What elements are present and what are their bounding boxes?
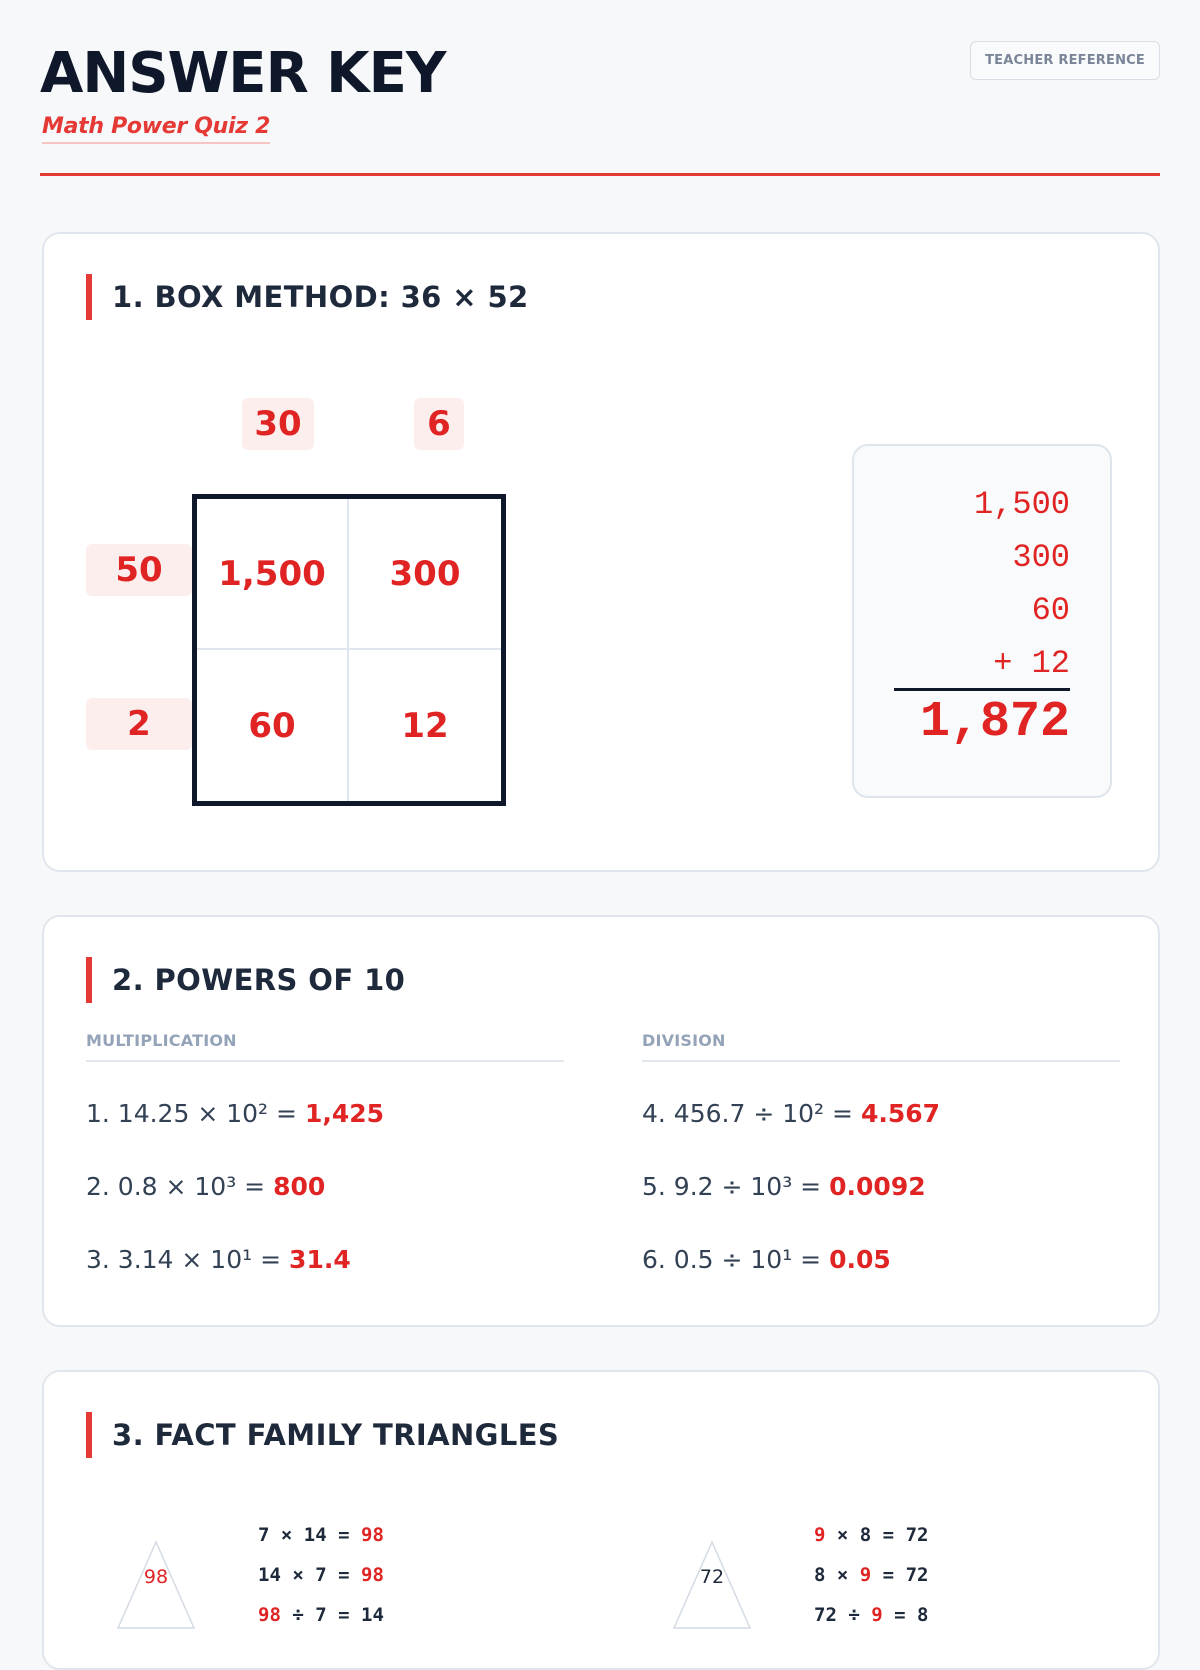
fact-num: 72 <box>905 1524 929 1546</box>
page-subtitle: Math Power Quiz 2 <box>42 112 270 144</box>
fact-op: ÷ <box>280 1604 316 1626</box>
fact-family-card <box>42 1370 1160 1670</box>
fact-equation <box>258 1604 384 1626</box>
partial-product: 1,500 <box>973 486 1070 523</box>
section-title: 2. POWERS OF 10 <box>86 957 405 1003</box>
problem-row <box>86 1172 325 1201</box>
product-total: 1,872 <box>919 694 1070 751</box>
problem-answer: 31.4 <box>289 1245 351 1274</box>
box-method-card <box>42 232 1160 872</box>
fact-num: 8 <box>917 1604 929 1626</box>
teacher-reference-badge: TEACHER REFERENCE <box>970 41 1160 80</box>
fact-num: 14 <box>303 1524 327 1546</box>
problem-answer: 800 <box>273 1172 326 1201</box>
page-header <box>40 40 1160 178</box>
problem-row <box>642 1172 926 1201</box>
fact-op: = <box>871 1524 906 1546</box>
fact-num: 14 <box>258 1564 281 1586</box>
problem-text: 6. 0.5 ÷ 10¹ = <box>642 1245 822 1274</box>
fact-op: × <box>269 1524 304 1546</box>
fact-num: 7 <box>258 1524 270 1546</box>
fact-answer: 98 <box>258 1604 281 1626</box>
fact-op: × <box>825 1564 860 1586</box>
grid-cell: 12 <box>401 705 449 746</box>
powers-of-ten-card <box>42 915 1160 1327</box>
problem-text: 2. 0.8 × 10³ = <box>86 1172 266 1201</box>
fact-op: = <box>326 1564 361 1586</box>
grid-cell: 60 <box>197 650 349 801</box>
division-heading: DIVISION <box>642 1031 1120 1062</box>
fact-answer: 9 <box>814 1524 826 1546</box>
fact-equation <box>814 1524 928 1546</box>
fact-op: × <box>280 1564 316 1586</box>
problem-answer: 0.0092 <box>829 1172 926 1201</box>
problem-text: 3. 3.14 × 10¹ = <box>86 1245 282 1274</box>
problem-text: 5. 9.2 ÷ 10³ = <box>642 1172 822 1201</box>
fact-num: 8 <box>814 1564 826 1586</box>
fact-op: = <box>871 1564 906 1586</box>
fact-op: = <box>882 1604 917 1626</box>
fact-answer: 9 <box>859 1564 872 1586</box>
fact-num: 7 <box>315 1604 327 1626</box>
top-factor-ones: 6 <box>414 398 464 450</box>
partial-product: 300 <box>1012 539 1070 576</box>
problem-text: 1. 14.25 × 10² = <box>86 1099 297 1128</box>
grid-cell: 1,500 <box>197 499 349 650</box>
fact-op: = <box>326 1604 361 1626</box>
page-title: ANSWER KEY <box>40 41 446 106</box>
multiplication-heading: MULTIPLICATION <box>86 1031 564 1062</box>
triangle-top-value: 72 <box>699 1566 725 1588</box>
fact-equation <box>258 1564 384 1586</box>
fact-num: 72 <box>814 1604 837 1626</box>
fact-answer: 9 <box>871 1604 883 1626</box>
side-factor-ones: 2 <box>86 698 192 750</box>
side-factor-tens: 50 <box>86 544 192 596</box>
fact-answer: 98 <box>361 1564 384 1586</box>
fact-num: 7 <box>315 1564 327 1586</box>
partial-product: 60 <box>1031 592 1070 629</box>
fact-op: × <box>825 1524 860 1546</box>
triangle-top-value: 98 <box>143 1566 169 1588</box>
problem-row <box>642 1099 940 1128</box>
fact-equation <box>814 1604 928 1626</box>
partial-sum-box <box>852 444 1112 798</box>
section-title: 3. FACT FAMILY TRIANGLES <box>86 1412 559 1458</box>
fact-num: 72 <box>905 1564 929 1586</box>
problem-answer: 0.05 <box>829 1245 891 1274</box>
box-method-grid <box>192 494 506 806</box>
section-title: 1. BOX METHOD: 36 × 52 <box>86 274 529 320</box>
problem-answer: 1,425 <box>304 1099 385 1128</box>
problem-row <box>642 1245 891 1274</box>
fact-num: 14 <box>361 1604 384 1626</box>
fact-equation <box>258 1524 384 1546</box>
partial-product: + 12 <box>993 645 1070 682</box>
fact-equation <box>814 1564 928 1586</box>
grid-cell: 300 <box>349 499 501 650</box>
sum-rule <box>894 688 1070 691</box>
fact-num: 8 <box>859 1524 872 1546</box>
problem-row <box>86 1099 384 1128</box>
header-divider <box>40 173 1160 176</box>
problem-row <box>86 1245 351 1274</box>
fact-op: ÷ <box>836 1604 872 1626</box>
fact-answer: 98 <box>361 1524 384 1546</box>
problem-text: 4. 456.7 ÷ 10² = <box>642 1099 853 1128</box>
problem-answer: 4.567 <box>860 1099 941 1128</box>
top-factor-tens: 30 <box>242 398 314 450</box>
fact-op: = <box>326 1524 361 1546</box>
